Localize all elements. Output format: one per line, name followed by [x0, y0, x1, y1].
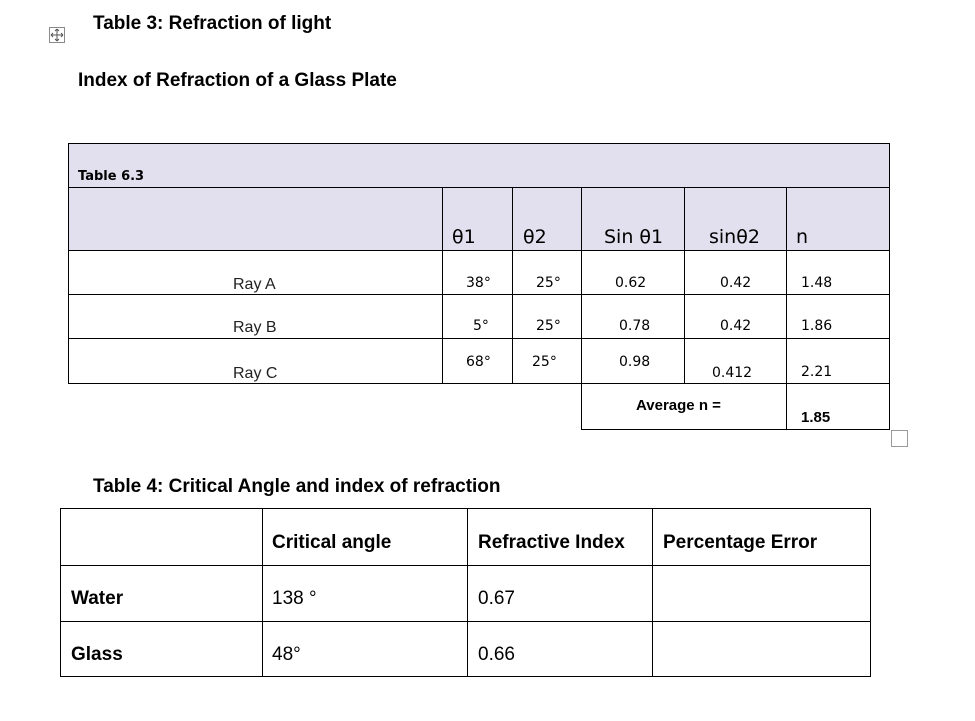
row-divider: [61, 565, 870, 566]
ray-a-n: 1.48: [801, 275, 833, 291]
row-divider: [69, 338, 889, 339]
water-critical-angle: 138 °: [272, 588, 317, 609]
average-n-label: Average n =: [636, 397, 721, 414]
ray-a-theta2: 25°: [536, 275, 561, 291]
ray-b-n: 1.86: [801, 318, 833, 334]
ray-b-theta1: 5°: [473, 318, 489, 334]
col-header-theta2: θ2: [523, 226, 547, 248]
col-header-sin-theta1: Sin θ1: [604, 226, 664, 248]
col-header-percentage-error: Percentage Error: [663, 532, 818, 553]
caption-divider: [69, 187, 889, 188]
table-6-3-header-band: [69, 144, 889, 251]
col-header-critical-angle: Critical angle: [272, 532, 392, 553]
ray-a-sin2: 0.42: [720, 275, 752, 291]
col-header-theta1: θ1: [452, 226, 476, 248]
glass-plate-subtitle: Index of Refraction of a Glass Plate: [78, 70, 397, 91]
table-4: [60, 508, 871, 677]
col-divider: [512, 187, 513, 383]
row-divider: [69, 294, 889, 295]
row-label-ray-b: Ray B: [233, 319, 277, 336]
table-move-handle-icon[interactable]: [49, 27, 65, 43]
col-divider: [652, 509, 653, 676]
ray-a-theta1: 38°: [466, 275, 491, 291]
ray-b-sin1: 0.78: [619, 318, 651, 334]
ray-c-theta1: 68°: [466, 354, 491, 370]
row-label-water: Water: [71, 588, 124, 609]
col-header-n: n: [796, 226, 809, 248]
water-refractive-index: 0.67: [478, 588, 515, 609]
table-6-3: [68, 143, 890, 384]
ray-b-theta2: 25°: [536, 318, 561, 334]
col-divider: [786, 383, 787, 429]
col-divider: [467, 509, 468, 676]
col-divider: [442, 187, 443, 383]
row-label-ray-c: Ray C: [233, 365, 278, 382]
average-n-value: 1.85: [801, 409, 831, 426]
glass-refractive-index: 0.66: [478, 644, 515, 665]
table3-heading: Table 3: Refraction of light: [93, 13, 332, 34]
row-divider: [61, 621, 870, 622]
row-label-ray-a: Ray A: [233, 276, 276, 293]
ray-c-n: 2.21: [801, 364, 833, 380]
ray-c-sin2: 0.412: [712, 365, 753, 381]
col-header-sin-theta2: sinθ2: [709, 226, 760, 248]
col-divider: [262, 509, 263, 676]
table4-heading: Table 4: Critical Angle and index of refraction: [93, 476, 501, 497]
ray-b-sin2: 0.42: [720, 318, 752, 334]
glass-critical-angle: 48°: [272, 644, 301, 665]
row-label-glass: Glass: [71, 644, 123, 665]
ray-c-theta2: 25°: [532, 354, 557, 370]
col-header-refractive-index: Refractive Index: [478, 532, 625, 553]
ray-a-sin1: 0.62: [615, 275, 647, 291]
table-caption: Table 6.3: [78, 169, 145, 184]
col-divider: [786, 187, 787, 383]
table-resize-handle-icon[interactable]: [891, 430, 908, 447]
average-n-row: [581, 383, 890, 430]
col-divider: [581, 187, 582, 383]
ray-c-sin1: 0.98: [619, 354, 651, 370]
col-divider: [684, 187, 685, 383]
